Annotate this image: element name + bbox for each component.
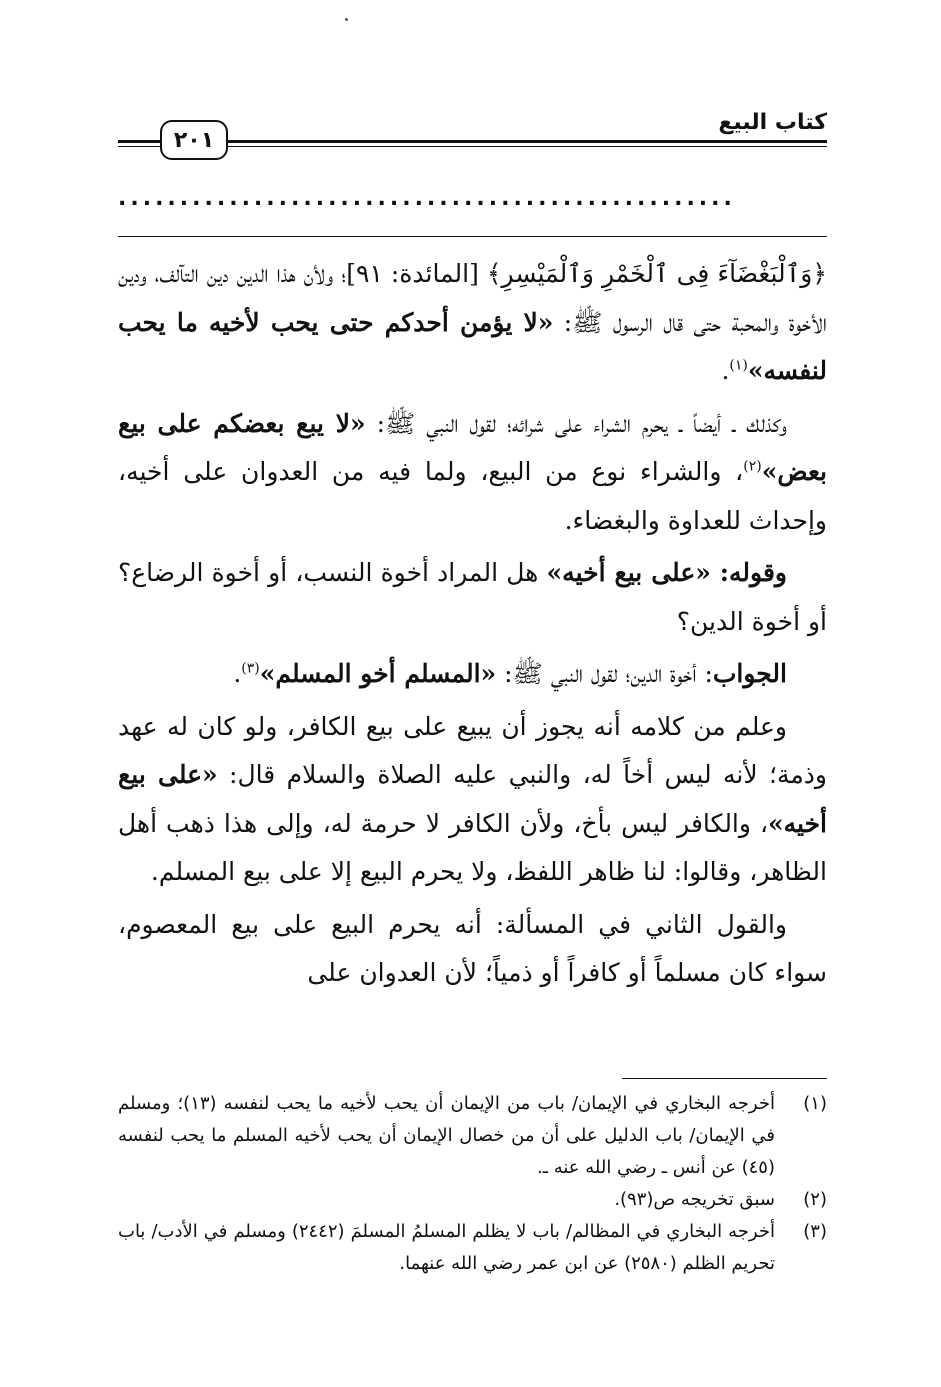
running-title: كتاب البيع [718,110,827,135]
text-run: والقول الثاني في المسألة: أنه يحرم البيع على بيع المعصوم، سواء كان مسلماً أو كافراً أو ذمياً؛ لأن العدوان على [118,909,827,987]
page-header [118,108,827,160]
dotted-separator: .................................................. [118,186,736,211]
text-run: . [721,356,730,385]
paragraph-p3 [118,549,827,646]
bold-quote: وقوله: «على بيع أخيه» [546,558,787,587]
footnote-number: (٢) [803,1189,827,1210]
footnote-text: أخرجه البخاري في الإيمان/ باب من الإيمان أن يحب لأخيه ما يحب لنفسه (١٣)؛ ومسلم في الإيمان/ باب الدليل على أن من خصال الإيمان أن يحب لأخيه المسلم ما يحب لنفسه (٤٥) عن أنس ـ رضي الله عنه ـ. [118,1093,775,1178]
text-run: وكذلك ـ أيضاً ـ يحرم الشراء على شرائه؛ لقول النبي ﷺ: [365,408,787,438]
footnote-number: (٣) [803,1221,827,1242]
bold-quote: «لا يؤمن أحدكم حتى يحب لأخيه ما يحب لنفسه» [118,307,827,385]
paragraph-p1 [118,250,827,396]
footnote-rule [622,1078,827,1079]
footnote-ref: (١) [729,357,748,374]
text-run: . [233,659,242,688]
header-rule-left-thin [118,146,160,147]
main-text [118,250,827,998]
paragraph-p5 [118,703,827,897]
footnote-text: سبق تخريجه ص(٩٣). [614,1189,775,1210]
text-top-rule [118,236,827,237]
paragraph-p2 [118,400,827,546]
header-rule-thick [228,140,827,143]
header-rule-left-thick [118,140,160,143]
page-number-badge: ٢٠١ [160,120,228,160]
footnote-item [118,1088,827,1184]
text-run: هل المراد أخوة النسب، أو أخوة الرضاع؟ أو أخوة الدين؟ [118,558,827,636]
footnote-text: أخرجه البخاري في المظالم/ باب لا يظلم المسلمُ المسلمَ (٢٤٤٢) ومسلم في الأدب/ باب تحريم الظلم (٢٥٨٠) عن ابن عمر رضي الله عنهما. [118,1221,775,1274]
text-run: وعلم من كلامه أنه يجوز أن يبيع على بيع الكافر، ولو كان له عهد وذمة؛ لأنه ليس أخاً له، والنبي عليه الصلاة والسلام قال: [118,711,827,789]
footnote-ref: (٣) [241,660,260,677]
bold-quote: «على بيع أخيه» [118,760,827,838]
print-speck [345,18,348,21]
text-run: ، والكافر ليس بأخ، ولأن الكافر لا حرمة له، وإلى هذا ذهب أهل الظاهر، وقالوا: لنا ظاهر اللفظ، ولا يحرم البيع إلا على بيع المسلم. [118,808,827,886]
bold-quote: «لا يبع بعضكم على بيع بعض» [118,408,827,486]
text-run: : أخوة الدين؛ لقول النبي ﷺ: [496,659,713,688]
paragraph-p4 [118,650,827,699]
text-run: [المائدة: ٩١]؛ ولأن هذا الدين دين التآلف، ودين الأخوة والمحبة حتى قال الرسول ﷺ: [118,259,827,337]
footnote-ref: (٢) [743,458,762,475]
bold-quote: «المسلم أخو المسلم» [259,659,497,688]
paragraph-p6 [118,901,827,998]
header-rule-thin [228,146,827,147]
bold-quote: الجواب [712,659,787,688]
footnotes [118,1088,827,1280]
text-run: ، والشراء نوع من البيع، ولما فيه من العدوان على أخيه، وإحداث للعداوة والبغضاء. [118,457,827,535]
footnote-number: (١) [803,1093,827,1114]
footnote-item [118,1216,827,1280]
text-run: ﴿وَٱلْبَغْضَآءَ فِى ٱلْخَمْرِ وَٱلْمَيْسِرِ﴾ [486,259,827,288]
footnote-item [118,1184,827,1216]
